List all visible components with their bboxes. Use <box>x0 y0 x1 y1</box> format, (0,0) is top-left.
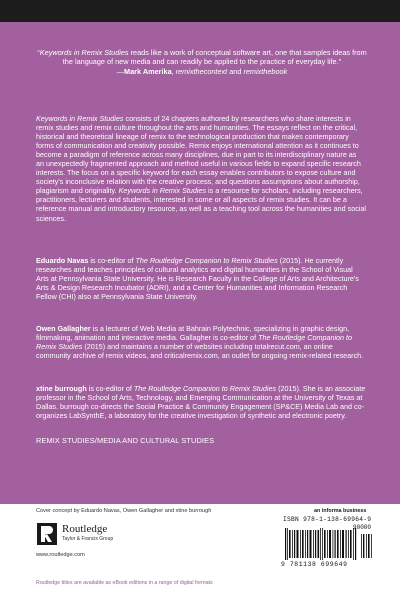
bio-book: The Routledge Companion to Remix Studies <box>36 333 353 352</box>
bio-pre: is co-editor of <box>88 256 136 265</box>
bio-name: xtine burrough <box>36 384 87 393</box>
quote-text: reads like a work of conceptual software art, one that samples ideas from the language of new media and can readily be applied to the practice of everyday life." <box>62 48 367 67</box>
cover-credits: Cover concept by Eduardo Navas, Owen Gallagher and xtine burrough <box>36 508 212 514</box>
barcode-area <box>281 514 377 570</box>
quote-book-title: Keywords in Remix Studies <box>39 48 129 57</box>
book-description <box>36 114 366 223</box>
bio-xtine-burrough <box>36 384 366 420</box>
footer-ebook-note: Routledge titles are available as eBook editions in a range of digital formats <box>36 580 213 586</box>
description-body-1: consists of 24 chapters authored by researchers who share interests in remix studies and remix culture throughout the arts and humanities. The essays reflect on the critical, historical and theoretical lineage of remix to the technological production that makes contemporary forms of communication and creativity possible. Remix enjoys international attention as it continues to become a paradigm of reference across many disciplines, due in part to its interdisciplinary nature as an unexpectedly fragmented approach and method useful in various fields to expand specific research interests. The focus on a specific keyword for each essay enables contributors to expose culture and society's inconclusive relation with the creative process, and questions assumptions about authorship, plagiarism and originality. <box>36 114 361 196</box>
bio-post: (2015). She is an associate professor in the School of Arts, Technology, and Emerging Communication at the University of Texas at Dallas. burrough co-directs the Social Practice & Community Engagement (SP&CE) Media Lab and co-organizes LabSynthE, a laboratory for the creative investigation of synthetic and electronic poetry. <box>36 384 366 421</box>
endorsement-quote <box>36 48 368 76</box>
isbn-text: ISBN 978-1-138-69964-9 <box>283 516 372 523</box>
quote-author: Mark Amerika <box>124 66 172 76</box>
publisher-website: www.routledge.com <box>36 552 85 558</box>
top-dark-band <box>0 0 400 22</box>
bio-book: The Routledge Companion to Remix Studies <box>135 256 278 265</box>
attribution-and: and <box>227 66 244 76</box>
publisher-subtitle: Taylor & Francis Group <box>62 536 114 542</box>
quote-work-1: remixthecontext <box>175 66 228 76</box>
bio-pre: is a lecturer of Web Media at Bahrain Polytechnic, specializing in graphic design, filmmaking, animation and interactive media. Gallagher is co-editor of <box>36 324 350 343</box>
quote-open-mark: “ <box>37 48 40 57</box>
quote-work-2: remixthebook <box>243 66 288 76</box>
publisher-name: Routledge <box>62 523 108 535</box>
description-title: Keywords in Remix Studies <box>36 114 124 123</box>
attribution-dash: — <box>116 66 125 76</box>
informa-tagline: an informa business <box>314 508 367 514</box>
bio-post: (2015) and maintains a number of websites including totalrecut.com, an online community archive of remix videos, and criticalremix.com, an outlet for ongoing remix-related research. <box>36 342 364 361</box>
bio-post: (2015). He currently researches and teaches principles of cultural analytics and digital humanities in the School of Visual Arts at Pennsylvania State University. He is Research Faculty in the College of Arts and Architecture's Arts & Design Research Incubator (ADRI), and a Center for Humanities and Information Research Fellow (CHI) also at Pennsylvania State University. <box>36 256 359 302</box>
bio-pre: is co-editor of <box>86 384 134 393</box>
description-title-2: Keywords in Remix Studies <box>118 186 207 196</box>
barcode-digits: 9 781138 699649 <box>281 561 348 568</box>
price-code: 90000 <box>353 524 372 531</box>
quote-attribution <box>36 67 368 76</box>
back-cover-panel <box>0 22 400 504</box>
bio-eduardo-navas <box>36 256 366 301</box>
attribution-comma: , <box>171 66 176 76</box>
routledge-logo-icon <box>36 522 58 546</box>
bio-name: Eduardo Navas <box>36 256 89 265</box>
bio-name: Owen Gallagher <box>36 324 91 333</box>
series-label: REMIX STUDIES/MEDIA AND CULTURAL STUDIES <box>36 436 215 445</box>
description-body-2: is a resource for scholars, including researchers, practitioners, lecturers and students, interested in some or all aspects of remix studies. It can be a reference manual and introductory resource, as well as a teaching tool across the humanities and social sciences. <box>36 186 367 223</box>
bio-book: The Routledge Companion to Remix Studies <box>133 384 277 393</box>
publisher-logo <box>36 522 166 550</box>
bio-owen-gallagher <box>36 324 366 360</box>
